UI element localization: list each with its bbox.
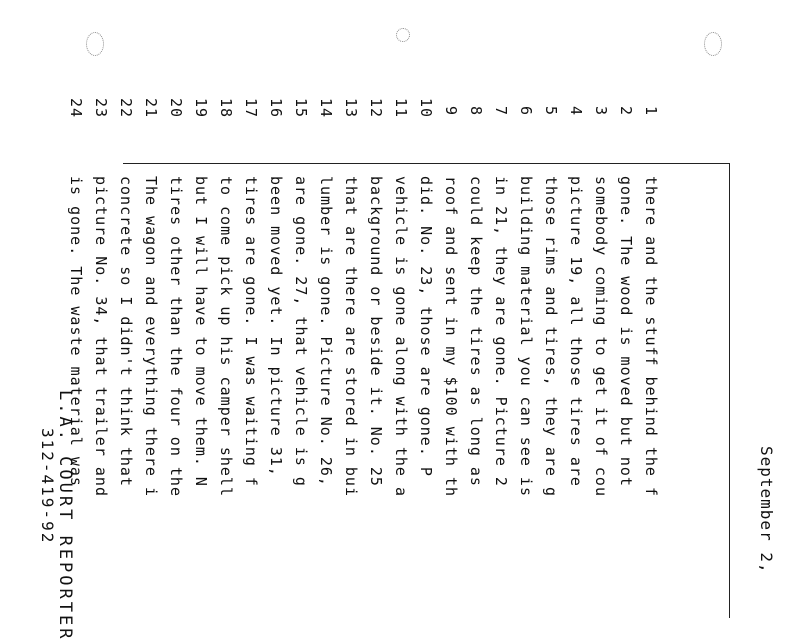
line-number: 11	[392, 98, 410, 119]
transcript-line-text: lumber is gone. Picture No. 26,	[317, 176, 335, 487]
line-number: 13	[342, 98, 360, 119]
transcript-line-text: could keep the tires as long as	[467, 176, 485, 487]
transcript-line-text: those rims and tires, they are g	[542, 176, 560, 497]
line-number: 20	[167, 98, 185, 119]
transcript-line-text: that are there are stored in bui	[342, 176, 360, 497]
line-number: 7	[492, 106, 510, 117]
line-number: 4	[567, 106, 585, 117]
line-number: 5	[542, 106, 560, 117]
line-number: 3	[592, 106, 610, 117]
transcript-line-text: to come pick up his camper shell	[217, 176, 235, 497]
line-number: 21	[142, 98, 160, 119]
line-number: 18	[217, 98, 235, 119]
transcript-line-text: picture 19, all those tires are	[567, 176, 585, 487]
transcript-line-text: background or beside it. No. 25	[367, 176, 385, 487]
line-number: 24	[67, 98, 85, 119]
line-number: 19	[192, 98, 210, 119]
transcript-line-text: tires other than the four on the	[167, 176, 185, 497]
court-reporter-name: L.A. COURT REPORTER	[55, 390, 75, 641]
line-number: 22	[117, 98, 135, 119]
transcript-line-text: concrete so I didn't think that	[117, 176, 135, 487]
line-number: 2	[617, 106, 635, 117]
transcript-line-text: in 21, they are gone. Picture 2	[492, 176, 510, 487]
transcript-line-text: there and the stuff behind the f	[642, 176, 660, 497]
transcript-line-text: The wagon and everything there i	[142, 176, 160, 497]
transcript-line-text: tires are gone. I was waiting f	[242, 176, 260, 487]
line-number: 6	[517, 106, 535, 117]
line-number: 1	[642, 106, 660, 117]
line-number: 8	[467, 106, 485, 117]
transcript-date: September 2,	[757, 446, 776, 574]
line-number: 16	[267, 98, 285, 119]
line-number: 12	[367, 98, 385, 119]
transcript-line-text: roof and sent in my $100 with th	[442, 176, 460, 497]
transcript-line-text: did. No. 23, those are gone. P	[417, 176, 435, 477]
page-border-left	[123, 163, 730, 164]
line-number: 9	[442, 106, 460, 117]
line-number: 17	[242, 98, 260, 119]
line-number: 23	[92, 98, 110, 119]
transcript-line-text: but I will have to move them. N	[192, 176, 210, 487]
line-number: 14	[317, 98, 335, 119]
transcript-line-text: vehicle is gone along with the a	[392, 176, 410, 497]
transcript-line-text: somebody coming to get it of cou	[592, 176, 610, 497]
line-number: 10	[417, 98, 435, 119]
transcript-line-text: building material you can see is	[517, 176, 535, 497]
transcript-line-text: is gone. The waste material was	[67, 176, 85, 487]
transcript-line-text: gone. The wood is moved but not	[617, 176, 635, 487]
transcript-line-text: been moved yet. In picture 31,	[267, 176, 285, 477]
court-reporter-phone: 312-419-92	[38, 428, 57, 545]
page-border-top	[729, 163, 730, 618]
transcript-line-text: are gone. 27, that vehicle is g	[292, 176, 310, 487]
transcript-line-text: picture No. 34, that trailer and	[92, 176, 110, 497]
line-number: 15	[292, 98, 310, 119]
